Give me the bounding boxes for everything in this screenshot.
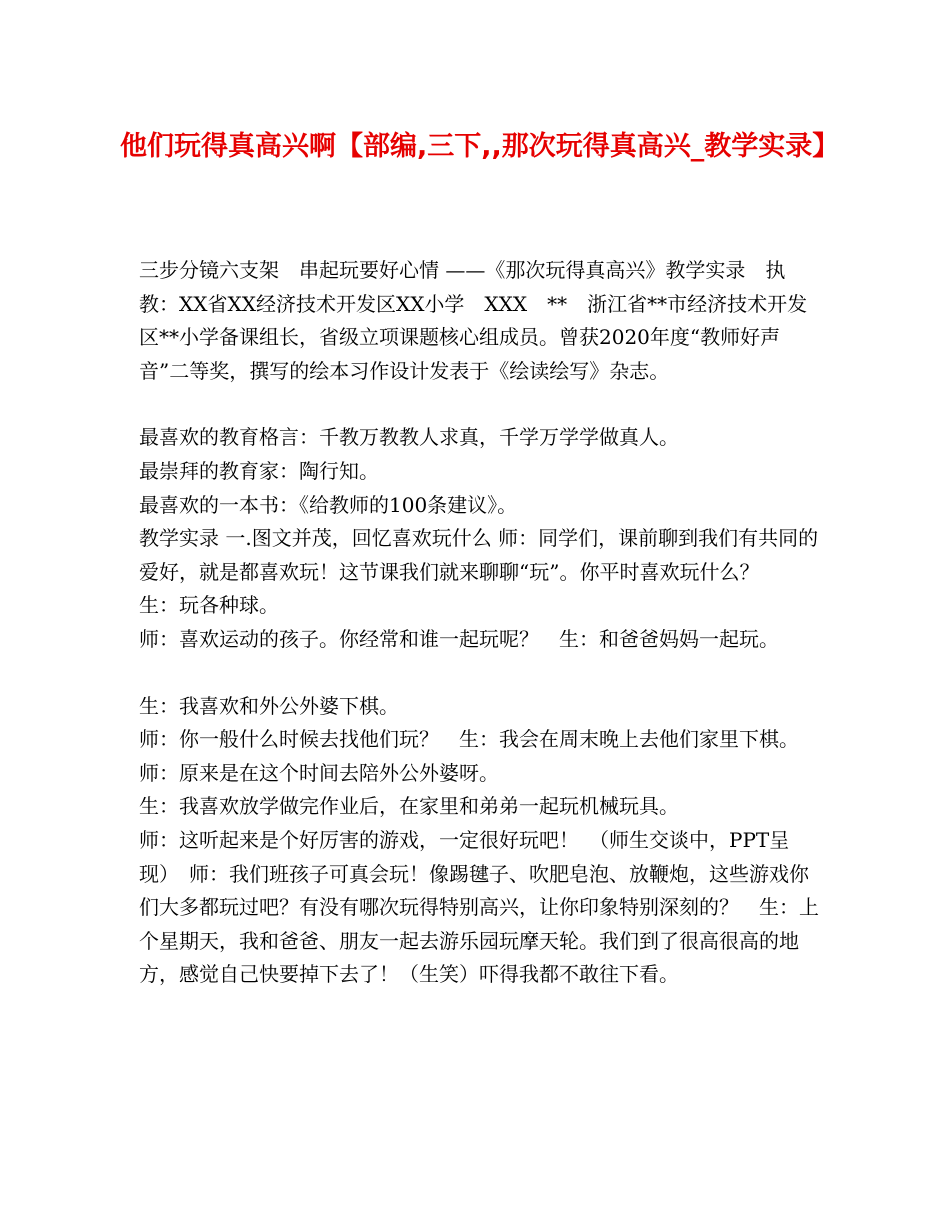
paragraph-record-start: 教学实录 一.图文并茂，回忆喜欢玩什么 师：同学们，课前聊到我们有共同的爱好，就是都喜欢玩！这节课我们就来聊聊“玩”。你平时喜欢玩什么？ 生：玩各种球。	[139, 526, 819, 618]
paragraph-motto: 最喜欢的教育格言：千教万教教人求真，千学万学学做真人。	[139, 425, 679, 450]
paragraph-gap	[139, 657, 819, 690]
paragraph-dialogue: 师：原来是在这个时间去陪外公外婆呀。	[139, 760, 499, 785]
paragraph-book: 最喜欢的一本书：《给教师的100条建议》。	[139, 492, 518, 517]
paragraph-dialogue: 生：我喜欢和外公外婆下棋。	[139, 693, 399, 718]
document-title: 他们玩得真高兴啊【部编,三下,,那次玩得真高兴_教学实录】	[120, 131, 840, 162]
paragraph-dialogue: 师：这听起来是个好厉害的游戏，一定很好玩吧！ （师生交谈中，PPT呈现） 师：我们班孩子可真会玩！像踢毽子、吹肥皂泡、放鞭炮，这些游戏你们大多都玩过吧？有没有哪次玩得特别高兴，让你印象特别深刻的？ 生：上个星期天，我和爸爸、朋友一起去游乐园玩摩天轮。我们到了很高很高的地方，感觉自己快要掉下去了！（生笑）吓得我都不敢往下看。	[139, 827, 819, 987]
paragraph-dialogue: 师：喜欢运动的孩子。你经常和谁一起玩呢？ 生：和爸爸妈妈一起玩。	[139, 626, 779, 651]
paragraph-dialogue: 生：我喜欢放学做完作业后，在家里和弟弟一起玩机械玩具。	[139, 794, 679, 819]
paragraph-gap	[139, 388, 819, 421]
paragraph-intro: 三步分镜六支架 串起玩要好心情 ——《那次玩得真高兴》教学实录 执教：XX省XX经济技术开发区XX小学 XXX ** 浙江省**市经济技术开发区**小学备课组长，省级立项课题核心组成员。曾获2020年度“教师好声音”二等奖，撰写的绘本习作设计发表于《绘读绘写》杂志。	[139, 258, 808, 383]
paragraph-educator: 最崇拜的教育家：陶行知。	[139, 458, 379, 483]
document-body	[139, 254, 819, 992]
paragraph-dialogue: 师：你一般什么时候去找他们玩？ 生：我会在周末晚上去他们家里下棋。	[139, 727, 799, 752]
